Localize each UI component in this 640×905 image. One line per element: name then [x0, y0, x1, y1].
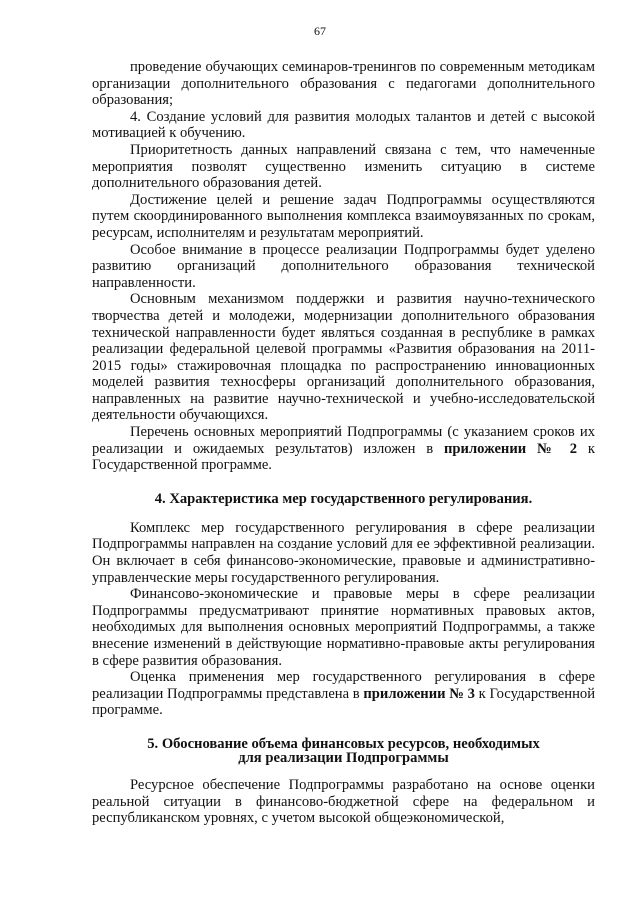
paragraph: Комплекс мер государственного регулирования в сфере реализации Подпрограммы направлен на создание условий для ее эффективной реализации. Он включает в себя финансово-экономические, правовые и административно-управленческие меры государственного регулирования. — [92, 519, 595, 586]
paragraph-appendix-2 — [92, 424, 595, 474]
heading-line: 5. Обоснование объема финансовых ресурсов, необходимых — [147, 735, 540, 752]
paragraph-appendix-3 — [92, 669, 595, 719]
section-heading-4: 4. Характеристика мер государственного регулирования. — [154, 490, 533, 507]
appendix-reference: приложении № 3 — [363, 685, 475, 702]
page-number: 67 — [314, 24, 326, 38]
section-heading-5 — [92, 737, 595, 765]
paragraph-text: Перечень основных мероприятий Подпрограммы (с указанием сроков их реализации и ожидаемых результатов) изложен в — [92, 424, 595, 457]
paragraph: 4. Создание условий для развития молодых талантов и детей с высокой мотивацией к обучению. — [92, 108, 595, 142]
paragraph: Финансово-экономические и правовые меры в сфере реализации Подпрограммы предусматривают принятие нормативных правовых актов, необходимых для выполнения основных мероприятий Подпрограммы, а также внесение изменений в действующие нормативно-правовые акты регулирования в сфере развития образования. — [92, 586, 595, 669]
paragraph: Ресурсное обеспечение Подпрограммы разработано на основе оценки реальной ситуации в финансово-бюджетной сфере на федеральном и республиканском уровнях, с учетом высокой общеэкономической, — [92, 776, 595, 827]
document-body — [92, 59, 595, 827]
appendix-reference: приложении № 2 — [444, 440, 578, 457]
paragraph-tail: к Государственной программе. — [92, 440, 595, 474]
paragraph: проведение обучающих семинаров-тренингов по современным методикам организации дополнительного образования с педагогами дополнительного образования; — [92, 59, 595, 109]
paragraph: Основным механизмом поддержки и развития научно-технического творчества детей и молодежи, модернизации дополнительного образования технической направленности будет являться созданная в республике в рамках реализации федеральной целевой программы «Развития образования на 2011-2015 годы» стажировочная площадка по распространению инновационных моделей развития техносферы организаций дополнительного образования, направленных на развитие научно-технической и учебно-исследовательской деятельности обучающихся. — [92, 291, 595, 424]
paragraph: Приоритетность данных направлений связана с тем, что намеченные мероприятия позволят существенно изменить ситуацию в системе дополнительного образования детей. — [92, 141, 595, 192]
paragraph: Достижение целей и решение задач Подпрограммы осуществляются путем скоординированного выполнения комплекса взаимоувязанных по срокам, ресурсам, исполнителям и результатам мероприятий. — [92, 191, 595, 241]
paragraph-text: Оценка применения мер государственного регулирования в сфере реализации Подпрограммы представлена в — [92, 669, 595, 702]
paragraph-tail: к Государственной программе. — [92, 685, 596, 719]
paragraph: Особое внимание в процессе реализации Подпрограммы будет уделено развитию организаций дополнительного образования технической направленности. — [92, 241, 595, 291]
heading-line: для реализации Подпрограммы — [238, 749, 449, 766]
